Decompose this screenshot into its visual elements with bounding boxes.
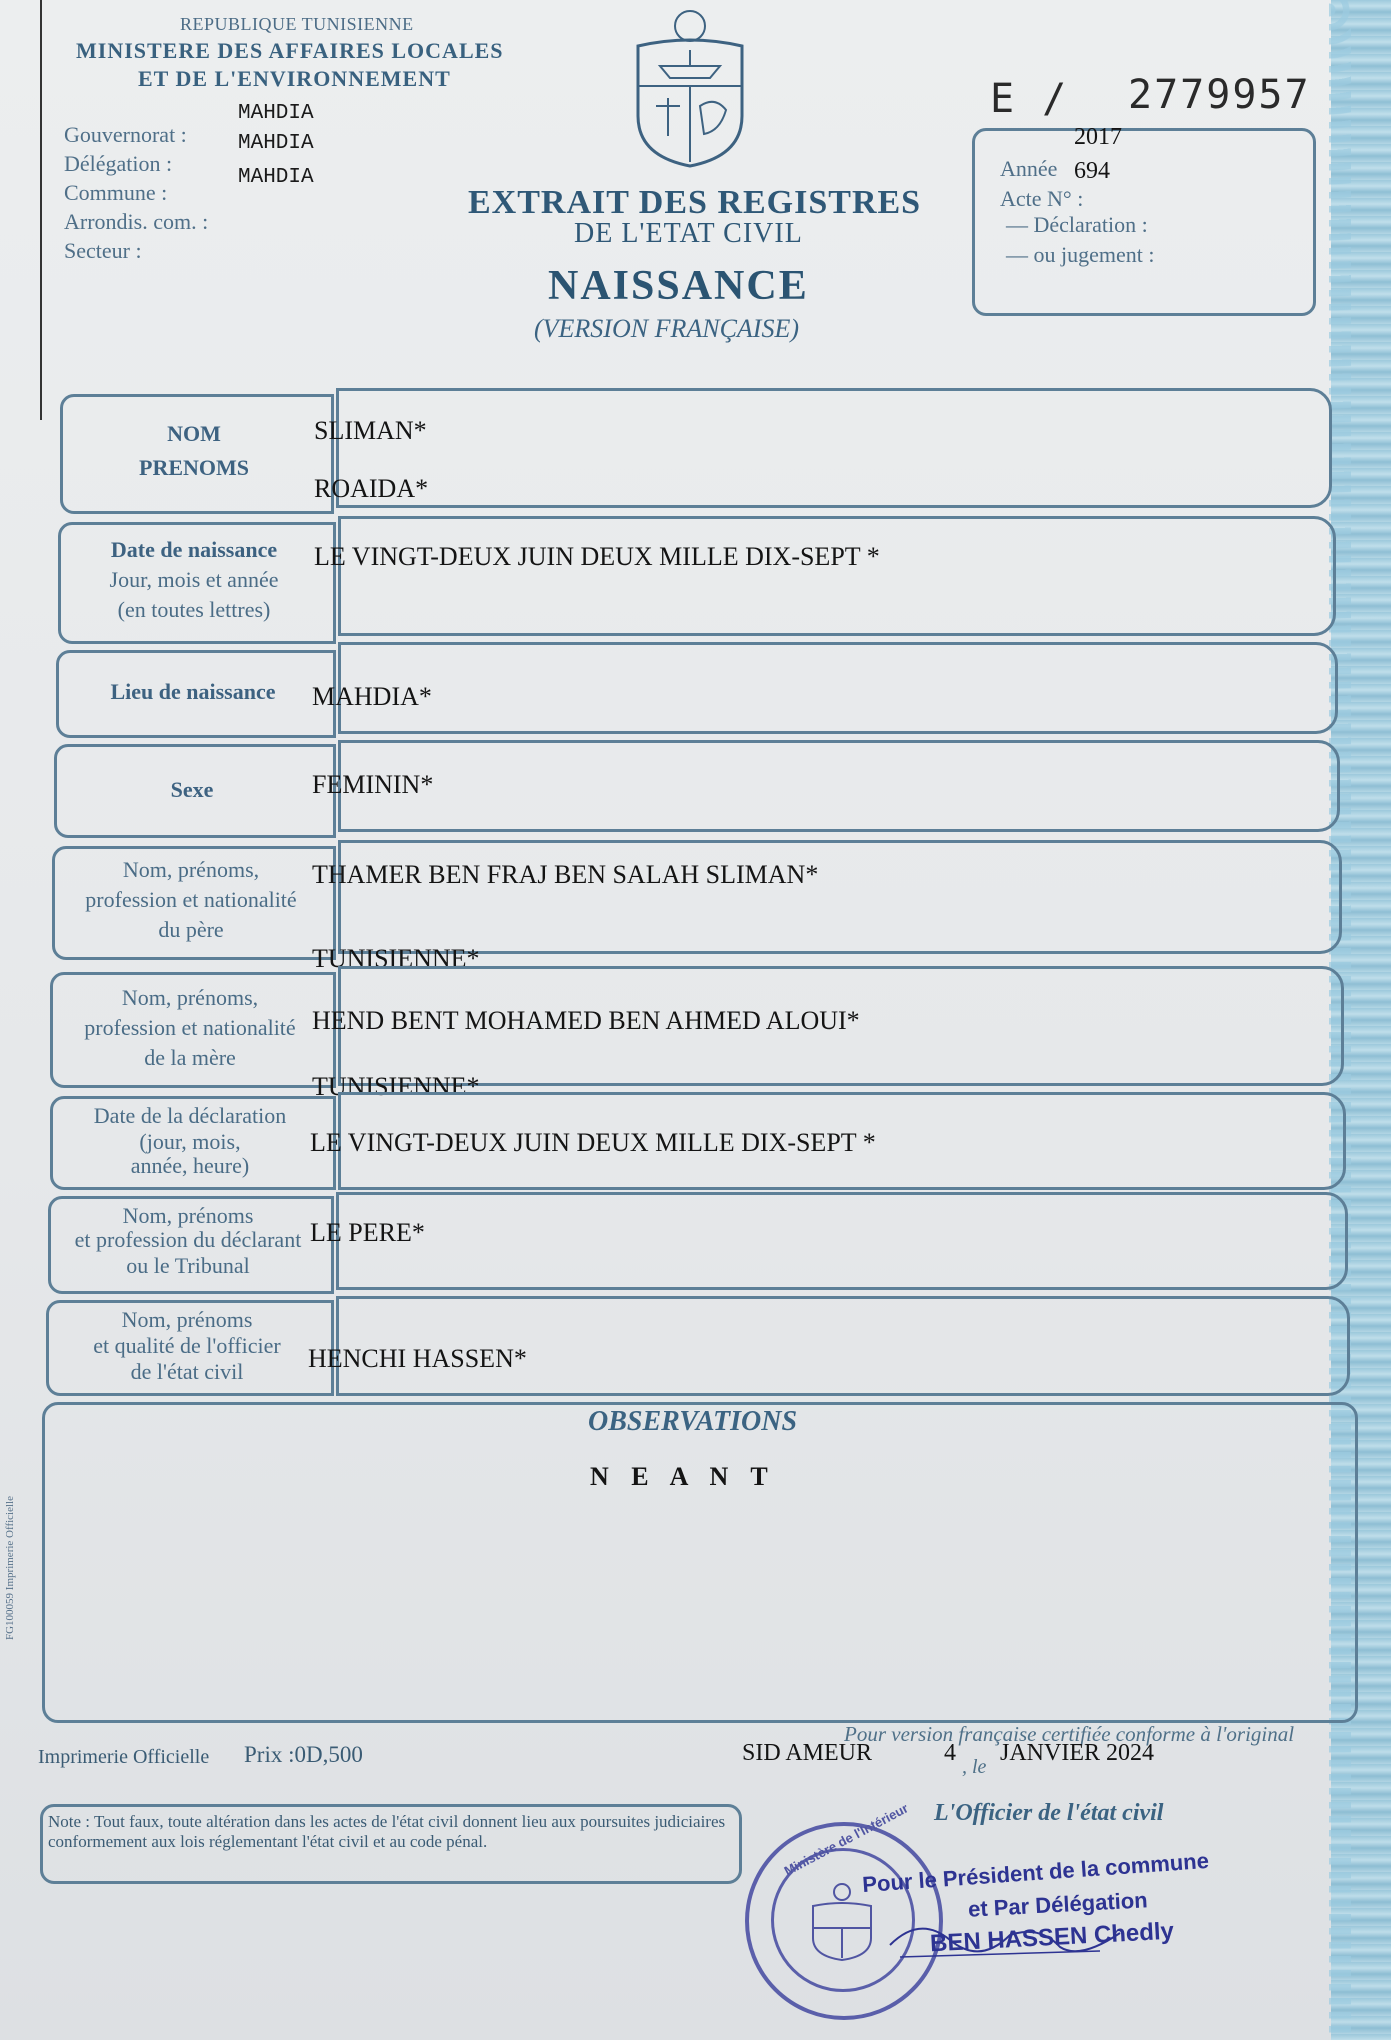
declarant-label3: ou le Tribunal xyxy=(126,1253,250,1278)
declarant-value-box xyxy=(336,1192,1348,1290)
gouvernorat-value: MAHDIA xyxy=(238,102,314,125)
secteur-label: Secteur : xyxy=(64,238,142,263)
delegation-label: Délégation : xyxy=(64,151,173,176)
date-naissance-sub2: (en toutes lettres) xyxy=(117,597,271,622)
observations-value: N E A N T xyxy=(590,1462,776,1491)
pere-label1: Nom, prénoms, xyxy=(122,857,260,882)
stamp-ring-text: Ministère de l'Intérieur xyxy=(781,1800,911,1879)
date-naissance-label: Date de naissance xyxy=(110,537,278,562)
sexe-value: FEMININ* xyxy=(312,770,434,799)
mere-label1: Nom, prénoms, xyxy=(121,985,259,1010)
stamp-line3: BEN HASSEN Chedly xyxy=(929,1917,1175,1958)
le-text: , le xyxy=(962,1756,987,1778)
declaration-date-value: LE VINGT-DEUX JUIN DEUX MILLE DIX-SEPT * xyxy=(310,1128,876,1157)
margin-line xyxy=(40,0,42,420)
acte-label: Acte N° : xyxy=(1000,186,1084,211)
declaration-date-label1: Date de la déclaration xyxy=(93,1103,287,1128)
annee-value: 2017 xyxy=(1074,124,1122,150)
title-etat-civil: DE L'ETAT CIVIL xyxy=(574,218,803,249)
annee-label: Année xyxy=(1000,156,1058,181)
lieu-value-box xyxy=(338,642,1338,734)
pere-label2: profession et nationalité xyxy=(85,887,297,912)
date-naissance-value: LE VINGT-DEUX JUIN DEUX MILLE DIX-SEPT * xyxy=(314,542,880,571)
signature-icon xyxy=(880,1905,1130,1965)
stamp-line2: et Par Délégation xyxy=(967,1887,1149,1922)
officer-title: L'Officier de l'état civil xyxy=(934,1800,1164,1826)
title-naissance: NAISSANCE xyxy=(548,263,809,309)
mere-label2: profession et nationalité xyxy=(84,1015,296,1040)
pere-label3: du père xyxy=(158,917,224,942)
tunisia-emblem-icon xyxy=(630,6,750,172)
nom-label: NOM xyxy=(167,421,221,446)
month-year-value: JANVIER 2024 xyxy=(1000,1740,1154,1766)
title-extrait: EXTRAIT DES REGISTRES xyxy=(468,184,922,221)
ministry-line2: ET DE L'ENVIRONNEMENT xyxy=(138,66,451,91)
nom-value-box xyxy=(336,388,1332,508)
prix-text: Prix :0D,500 xyxy=(244,1742,363,1767)
day-value: 4 xyxy=(944,1740,956,1766)
pere-nationality-value: TUNISIENNE* xyxy=(312,944,480,973)
pere-value-box xyxy=(338,840,1342,954)
commune-label: Commune : xyxy=(64,180,168,205)
ministry-line1: MINISTERE DES AFFAIRES LOCALES xyxy=(76,38,504,63)
gouvernorat-label: Gouvernorat : xyxy=(64,122,187,147)
sexe-value-box xyxy=(338,740,1340,832)
observations-title: OBSERVATIONS xyxy=(588,1406,798,1437)
acte-value: 694 xyxy=(1074,158,1110,184)
lieu-value: MAHDIA* xyxy=(312,682,432,711)
date-naissance-sub1: Jour, mois et année xyxy=(109,567,279,592)
title-version: (VERSION FRANÇAISE) xyxy=(534,314,799,343)
delegation-value: MAHDIA xyxy=(238,132,314,155)
declaration-label: — Déclaration : xyxy=(1006,212,1148,237)
prenoms-label: PRENOMS xyxy=(139,455,249,480)
jugement-label: — ou jugement : xyxy=(1006,242,1155,267)
imprimerie-text: Imprimerie Officielle xyxy=(38,1746,210,1768)
officier-label2: et qualité de l'officier xyxy=(93,1333,281,1358)
republic-text: REPUBLIQUE TUNISIENNE xyxy=(180,14,414,34)
officier-label3: de l'état civil xyxy=(130,1359,244,1384)
serial-number: 2779957 xyxy=(1128,72,1311,118)
stamp-line1: Pour le Président de la commune xyxy=(861,1847,1210,1898)
sexe-label: Sexe xyxy=(170,777,214,802)
serial-prefix: E / xyxy=(990,76,1069,122)
mere-label3: de la mère xyxy=(144,1045,236,1070)
declarant-value: LE PERE* xyxy=(310,1218,425,1247)
officier-label1: Nom, prénoms xyxy=(121,1307,253,1332)
date-naissance-value-box xyxy=(338,516,1336,636)
commune-value: MAHDIA xyxy=(238,166,314,189)
lieu-label: Lieu de naissance xyxy=(110,679,276,704)
nom-value: SLIMAN* xyxy=(314,416,427,445)
place-value: SID AMEUR xyxy=(742,1740,873,1766)
observations-box xyxy=(42,1402,1358,1723)
declarant-label1: Nom, prénoms xyxy=(122,1203,254,1228)
mere-name-value: HEND BENT MOHAMED BEN AHMED ALOUI* xyxy=(312,1006,860,1035)
arrondis-label: Arrondis. com. : xyxy=(64,209,209,234)
side-print-code: FG100059 Imprimerie Officielle xyxy=(4,1496,16,1640)
certified-text: Pour version française certifiée conforme à l'original xyxy=(844,1722,1295,1746)
prenoms-value: ROAIDA* xyxy=(314,474,429,503)
declaration-date-label2: (jour, mois, xyxy=(139,1129,241,1154)
note-text: Note : Tout faux, toute altération dans les actes de l'état civil donnent lieu aux poursuites judiciaires conformement aux lois réglementant l'état civil et au code pénal. xyxy=(48,1812,726,1851)
mere-nationality-value: TUNISIENNE* xyxy=(312,1072,480,1101)
pere-name-value: THAMER BEN FRAJ BEN SALAH SLIMAN* xyxy=(312,860,819,889)
declarant-label2: et profession du déclarant xyxy=(74,1227,302,1252)
declaration-date-label3: année, heure) xyxy=(130,1153,250,1178)
officier-value: HENCHI HASSEN* xyxy=(308,1344,527,1373)
